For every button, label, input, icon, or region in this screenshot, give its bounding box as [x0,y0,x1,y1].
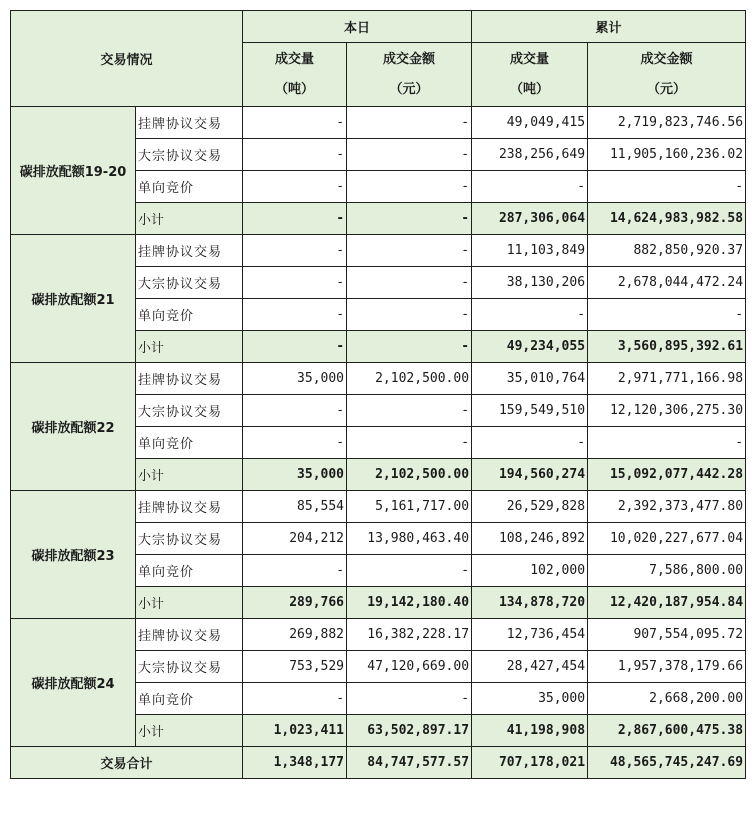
cum-volume: 35,000 [472,683,588,715]
cum-volume: 41,198,908 [472,715,588,747]
group-label: 碳排放配额22 [11,363,136,491]
cum-amount: - [588,171,746,203]
cum-volume: - [472,171,588,203]
cum-amount: 2,392,373,477.80 [588,491,746,523]
cum-amount: 2,678,044,472.24 [588,267,746,299]
cum-amount: - [588,299,746,331]
today-amount: - [347,267,472,299]
today-volume: - [243,555,347,587]
table-row [11,363,746,395]
today-volume: 1,023,411 [243,715,347,747]
trade-type: 大宗协议交易 [136,395,243,427]
cum-volume: 12,736,454 [472,619,588,651]
table-row [11,619,746,651]
cum-volume: - [472,427,588,459]
cum-volume: - [472,299,588,331]
table-row [11,491,746,523]
amount-label: 成交金额 [383,51,436,67]
cum-volume: 159,549,510 [472,395,588,427]
cum-volume: 194,560,274 [472,459,588,491]
today-amount: - [347,235,472,267]
volume-label: 成交量 [275,51,315,67]
today-volume: 85,554 [243,491,347,523]
trade-type: 大宗协议交易 [136,523,243,555]
trade-type: 大宗协议交易 [136,651,243,683]
cum-volume: 28,427,454 [472,651,588,683]
cum-volume: 11,103,849 [472,235,588,267]
header-cum-volume [472,43,588,107]
today-amount: 13,980,463.40 [347,523,472,555]
today-volume: - [243,299,347,331]
group-label: 碳排放配额19-20 [11,107,136,235]
today-volume: - [243,139,347,171]
grand-total-label: 交易合计 [11,747,243,779]
today-volume: - [243,395,347,427]
cum-volume: 287,306,064 [472,203,588,235]
today-amount: 47,120,669.00 [347,651,472,683]
today-volume: - [243,203,347,235]
today-volume: - [243,107,347,139]
cum-volume: 134,878,720 [472,587,588,619]
cum-amount: 12,420,187,954.84 [588,587,746,619]
volume-unit: （吨） [510,81,550,97]
group-label: 碳排放配额24 [11,619,136,747]
today-amount: 2,102,500.00 [347,363,472,395]
grand-total-row [11,747,746,779]
header-trade-status: 交易情况 [11,11,243,107]
today-amount: - [347,395,472,427]
today-volume: - [243,235,347,267]
cum-volume: 38,130,206 [472,267,588,299]
trade-type: 挂牌协议交易 [136,107,243,139]
today-volume: 753,529 [243,651,347,683]
trade-type: 挂牌协议交易 [136,619,243,651]
cum-amount: 12,120,306,275.30 [588,395,746,427]
today-amount: - [347,555,472,587]
trade-type: 单向竞价 [136,299,243,331]
subtotal-label: 小计 [136,203,243,235]
today-volume: - [243,427,347,459]
today-volume: - [243,331,347,363]
cum-amount: 3,560,895,392.61 [588,331,746,363]
today-volume: - [243,171,347,203]
cum-volume: 26,529,828 [472,491,588,523]
cum-amount: 1,957,378,179.66 [588,651,746,683]
today-volume: - [243,267,347,299]
cum-amount: 907,554,095.72 [588,619,746,651]
trade-type: 大宗协议交易 [136,139,243,171]
cum-amount: 2,867,600,475.38 [588,715,746,747]
today-amount: - [347,299,472,331]
cum-volume: 238,256,649 [472,139,588,171]
today-amount: - [347,171,472,203]
subtotal-label: 小计 [136,459,243,491]
subtotal-label: 小计 [136,331,243,363]
volume-unit: （吨） [275,81,315,97]
today-amount: - [347,203,472,235]
cum-amount: 2,668,200.00 [588,683,746,715]
today-amount: - [347,331,472,363]
trade-type: 单向竞价 [136,427,243,459]
cum-amount: 7,586,800.00 [588,555,746,587]
today-amount: - [347,139,472,171]
cum-amount: 2,719,823,746.56 [588,107,746,139]
cum-amount: 10,020,227,677.04 [588,523,746,555]
amount-label: 成交金额 [640,51,693,67]
cum-amount: 11,905,160,236.02 [588,139,746,171]
header-today-volume [243,43,347,107]
today-amount: 63,502,897.17 [347,715,472,747]
trade-type: 单向竞价 [136,555,243,587]
cum-volume: 108,246,892 [472,523,588,555]
amount-unit: （元） [389,81,429,97]
table-row [11,107,746,139]
group-label: 碳排放配额23 [11,491,136,619]
header-cumulative: 累计 [472,11,746,43]
today-volume: 35,000 [243,459,347,491]
cum-amount: 2,971,771,166.98 [588,363,746,395]
trade-type: 单向竞价 [136,683,243,715]
today-volume: - [243,683,347,715]
trade-type: 大宗协议交易 [136,267,243,299]
today-volume: 289,766 [243,587,347,619]
today-amount: 5,161,717.00 [347,491,472,523]
today-amount: 2,102,500.00 [347,459,472,491]
today-amount: 84,747,577.57 [347,747,472,779]
table-row [11,235,746,267]
today-amount: - [347,107,472,139]
trade-type: 挂牌协议交易 [136,235,243,267]
today-volume: 269,882 [243,619,347,651]
header-today: 本日 [243,11,472,43]
header-cum-amount [588,43,746,107]
today-volume: 204,212 [243,523,347,555]
subtotal-label: 小计 [136,715,243,747]
trade-type: 挂牌协议交易 [136,491,243,523]
cum-amount: 882,850,920.37 [588,235,746,267]
cum-volume: 35,010,764 [472,363,588,395]
today-volume: 1,348,177 [243,747,347,779]
today-amount: - [347,427,472,459]
today-amount: - [347,683,472,715]
group-label: 碳排放配额21 [11,235,136,363]
cum-volume: 707,178,021 [472,747,588,779]
today-amount: 16,382,228.17 [347,619,472,651]
today-volume: 35,000 [243,363,347,395]
amount-unit: （元） [647,81,687,97]
cum-volume: 49,234,055 [472,331,588,363]
cum-volume: 49,049,415 [472,107,588,139]
volume-label: 成交量 [510,51,550,67]
cum-amount: 14,624,983,982.58 [588,203,746,235]
trading-summary-table [10,10,746,779]
trade-type: 单向竞价 [136,171,243,203]
cum-volume: 102,000 [472,555,588,587]
cum-amount: - [588,427,746,459]
today-amount: 19,142,180.40 [347,587,472,619]
subtotal-label: 小计 [136,587,243,619]
cum-amount: 48,565,745,247.69 [588,747,746,779]
header-today-amount [347,43,472,107]
trade-type: 挂牌协议交易 [136,363,243,395]
cum-amount: 15,092,077,442.28 [588,459,746,491]
